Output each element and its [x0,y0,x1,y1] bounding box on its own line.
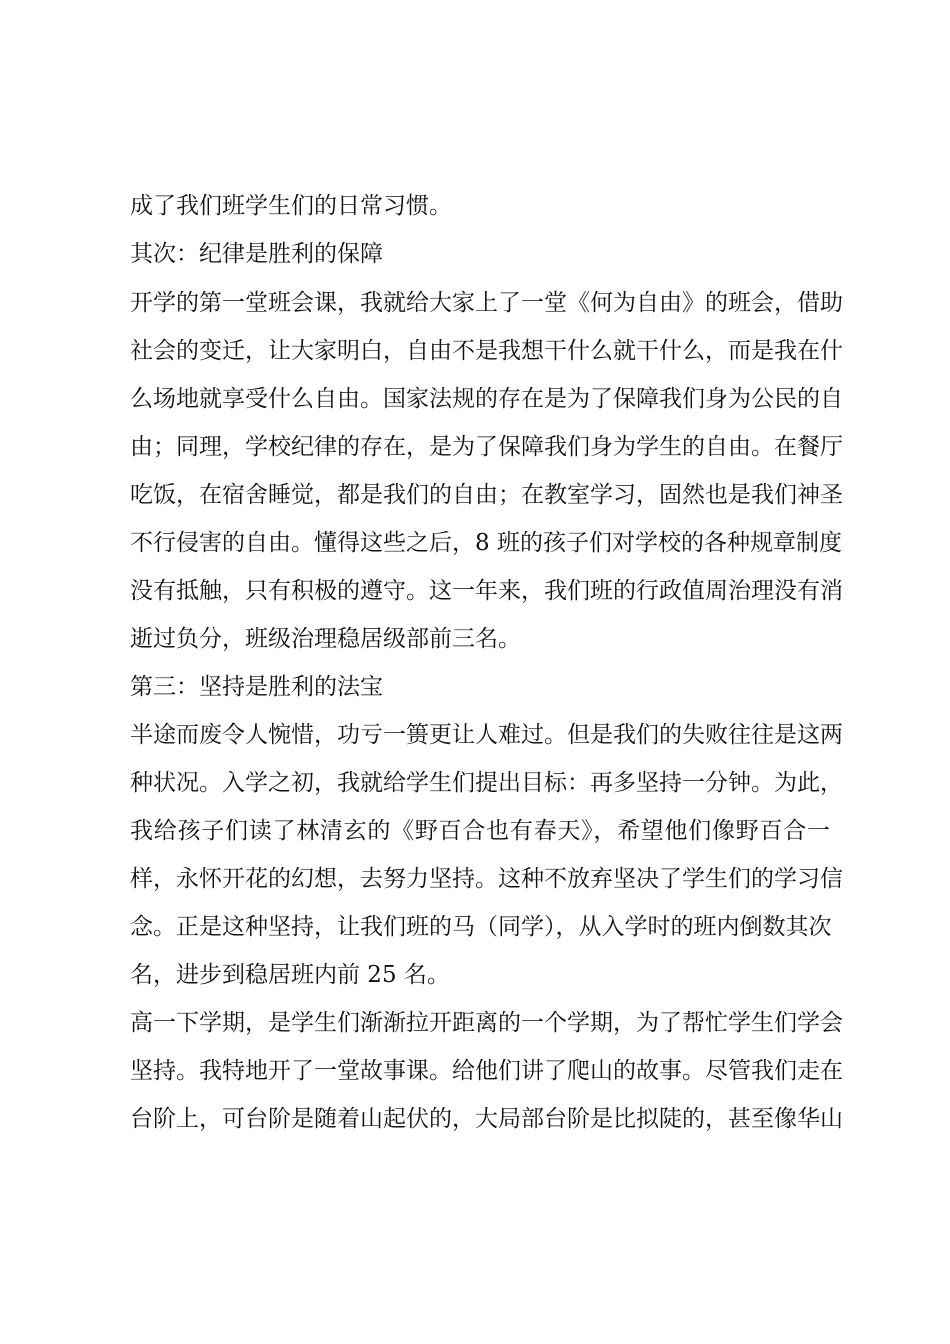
text-line: 吃饭，在宿舍睡觉，都是我们的自由；在教室学习，固然也是我们神圣 [130,482,843,508]
text-line: 没有抵触，只有积极的遵守。这一年来，我们班的行政值周治理没有消 [130,578,843,604]
text-line: 成了我们班学生们的日常习惯。 [130,193,452,219]
text-line: 不行侵害的自由。懂得这些之后，8 班的孩子们对学校的各种规章制度 [130,530,842,556]
text-line: 开学的第一堂班会课，我就给大家上了一堂《何为自由》的班会，借助 [130,290,843,316]
text-line: 半途而废令人惋惜，功亏一篑更让人难过。但是我们的失败往往是这两 [130,722,843,748]
text-line: 由；同理，学校纪律的存在，是为了保障我们身为学生的自由。在餐厅 [130,434,843,460]
text-line: 坚持。我特地开了一堂故事课。给他们讲了爬山的故事。尽管我们走在 [130,1058,843,1084]
text-line: 社会的变迁，让大家明白，自由不是我想干什么就干什么，而是我在什 [130,338,843,364]
text-line: 台阶上，可台阶是随着山起伏的，大局部台阶是比拟陡的，甚至像华山 [130,1106,843,1132]
section-heading: 第三：坚持是胜利的法宝 [130,674,383,700]
text-line: 种状况。入学之初，我就给学生们提出目标：再多坚持一分钟。为此， [130,770,843,796]
text-line: 么场地就享受什么自由。国家法规的存在是为了保障我们身为公民的自 [130,386,843,412]
text-line: 样，永怀开花的幻想，去努力坚持。这种不放弃坚决了学生们的学习信 [130,866,843,892]
text-line: 我给孩子们读了林清玄的《野百合也有春天》，希望他们像野百合一 [130,818,830,844]
text-line: 逝过负分，班级治理稳居级部前三名。 [130,626,521,652]
text-line: 念。正是这种坚持，让我们班的马（同学），从入学时的班内倒数其次 [130,914,832,940]
section-heading: 其次：纪律是胜利的保障 [130,241,383,267]
text-line: 高一下学期，是学生们渐渐拉开距离的一个学期，为了帮忙学生们学会 [130,1010,843,1036]
text-line: 名，进步到稳居班内前 25 名。 [130,962,450,988]
